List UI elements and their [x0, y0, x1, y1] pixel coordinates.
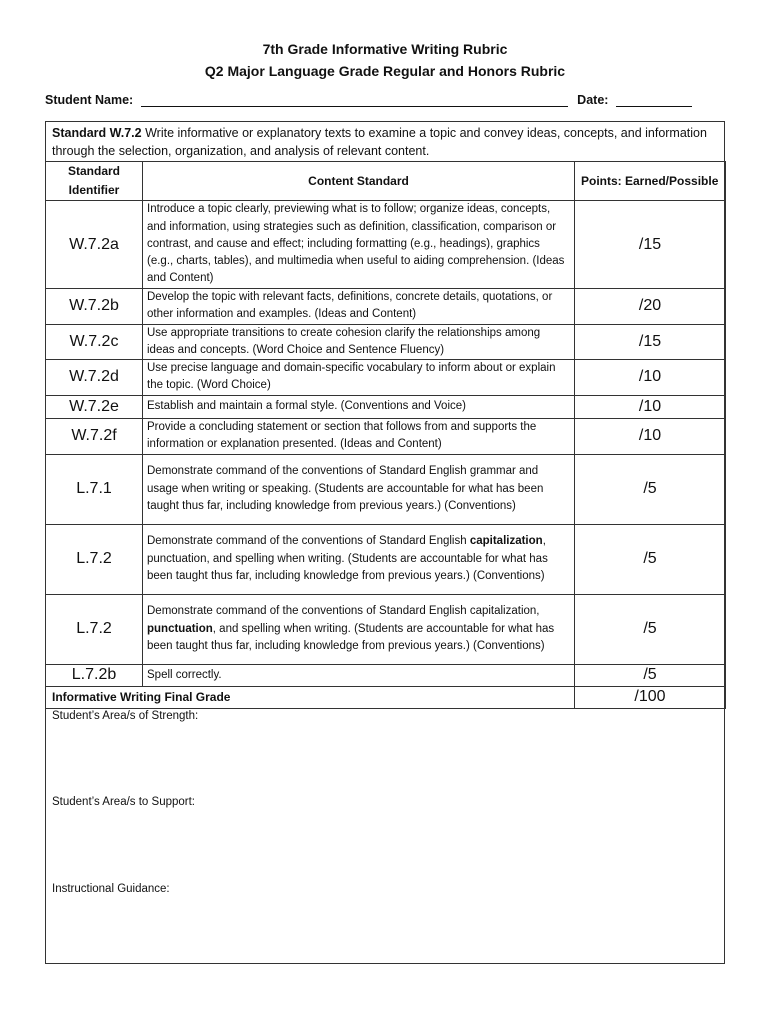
- standard-code: Standard W.7.2: [52, 126, 142, 140]
- student-info-line: [45, 93, 692, 107]
- table-row: [46, 524, 726, 594]
- standard-id: L.7.2: [46, 524, 143, 594]
- standard-id: W.7.2c: [46, 324, 143, 360]
- rubric-table: [45, 161, 726, 709]
- standard-text: Demonstrate command of the conventions of Standard English capitalization, punctuation, and spelling when writing. (Students are accountable for what has been taught thus far, including knowledge from previous years.) (Conventions): [143, 594, 575, 664]
- standard-text: Spell correctly.: [143, 664, 575, 686]
- standard-id: W.7.2d: [46, 360, 143, 396]
- final-grade-points[interactable]: /100: [575, 686, 726, 708]
- final-grade-label: Informative Writing Final Grade: [46, 686, 575, 708]
- table-row: [46, 418, 726, 454]
- table-row: [46, 395, 726, 418]
- standard-id: W.7.2f: [46, 418, 143, 454]
- student-name-label: Student Name:: [45, 93, 134, 107]
- table-row: [46, 594, 726, 664]
- points-cell[interactable]: /5: [575, 664, 726, 686]
- rubric-subtitle: Q2 Major Language Grade Regular and Honors Rubric: [204, 63, 566, 79]
- standard-text: Use precise language and domain-specific vocabulary to inform about or explain the topic. (Word Choice): [143, 360, 575, 396]
- table-header-row: [46, 162, 726, 201]
- support-label: Student’s Area/s to Support:: [52, 796, 195, 808]
- standard-text: Use appropriate transitions to create cohesion clarify the relationships among ideas and concepts. (Word Choice and Sentence Fluency): [143, 324, 575, 360]
- table-row: [46, 664, 726, 686]
- standard-text: Establish and maintain a formal style. (Conventions and Voice): [143, 395, 575, 418]
- points-cell[interactable]: /10: [575, 418, 726, 454]
- date-field[interactable]: [616, 94, 692, 107]
- student-name-field[interactable]: [141, 94, 568, 107]
- standard-id: L.7.2: [46, 594, 143, 664]
- strength-label: Student’s Area/s of Strength:: [52, 710, 199, 722]
- table-row: [46, 360, 726, 396]
- standard-text: Demonstrate command of the conventions of Standard English capitalization, punctuation, and spelling when writing. (Students are accountable for what has been taught thus far, including knowledge from previous years.) (Conventions): [143, 524, 575, 594]
- standard-text: Demonstrate command of the conventions of Standard English grammar and usage when writing or speaking. (Students are accountable for what has been taught thus far, including knowledge from previous years.) (Conventions): [143, 454, 575, 524]
- standard-id: W.7.2a: [46, 201, 143, 289]
- points-cell[interactable]: /10: [575, 395, 726, 418]
- header-points: Points: Earned/Possible: [575, 162, 726, 201]
- points-cell[interactable]: /15: [575, 201, 726, 289]
- standard-text: Introduce a topic clearly, previewing what is to follow; organize ideas, concepts, and information, using strategies such as definition, classification, comparison or contrast, and cause and effect; including formatting (e.g., headings), graphics (e.g., charts, tables), and multimedia when useful to aiding comprehension. (Ideas and Content): [143, 201, 575, 289]
- final-grade-row: [46, 686, 726, 708]
- standard-text: Develop the topic with relevant facts, definitions, concrete details, quotations, or other information and examples. (Ideas and Content): [143, 289, 575, 325]
- points-cell[interactable]: /5: [575, 454, 726, 524]
- points-cell[interactable]: /5: [575, 524, 726, 594]
- points-cell[interactable]: /15: [575, 324, 726, 360]
- rubric-title: 7th Grade Informative Writing Rubric: [262, 41, 508, 57]
- date-label: Date:: [577, 93, 609, 107]
- table-row: [46, 324, 726, 360]
- standard-description: Write informative or explanatory texts to examine a topic and convey ideas, concepts, and information through the selection, organization, and analysis of relevant content.: [52, 126, 707, 158]
- standard-id: W.7.2b: [46, 289, 143, 325]
- table-row: [46, 201, 726, 289]
- standard-id: L.7.1: [46, 454, 143, 524]
- table-row: [46, 289, 726, 325]
- points-cell[interactable]: /5: [575, 594, 726, 664]
- header-standard-identifier: Standard Identifier: [46, 162, 143, 201]
- standard-id: L.7.2b: [46, 664, 143, 686]
- guidance-label: Instructional Guidance:: [52, 883, 170, 895]
- header-content-standard: Content Standard: [143, 162, 575, 201]
- points-cell[interactable]: /10: [575, 360, 726, 396]
- standard-text: Provide a concluding statement or section that follows from and supports the information or explanation presented. (Ideas and Content): [143, 418, 575, 454]
- standard-intro: [52, 124, 720, 160]
- points-cell[interactable]: /20: [575, 289, 726, 325]
- table-row: [46, 454, 726, 524]
- standard-id: W.7.2e: [46, 395, 143, 418]
